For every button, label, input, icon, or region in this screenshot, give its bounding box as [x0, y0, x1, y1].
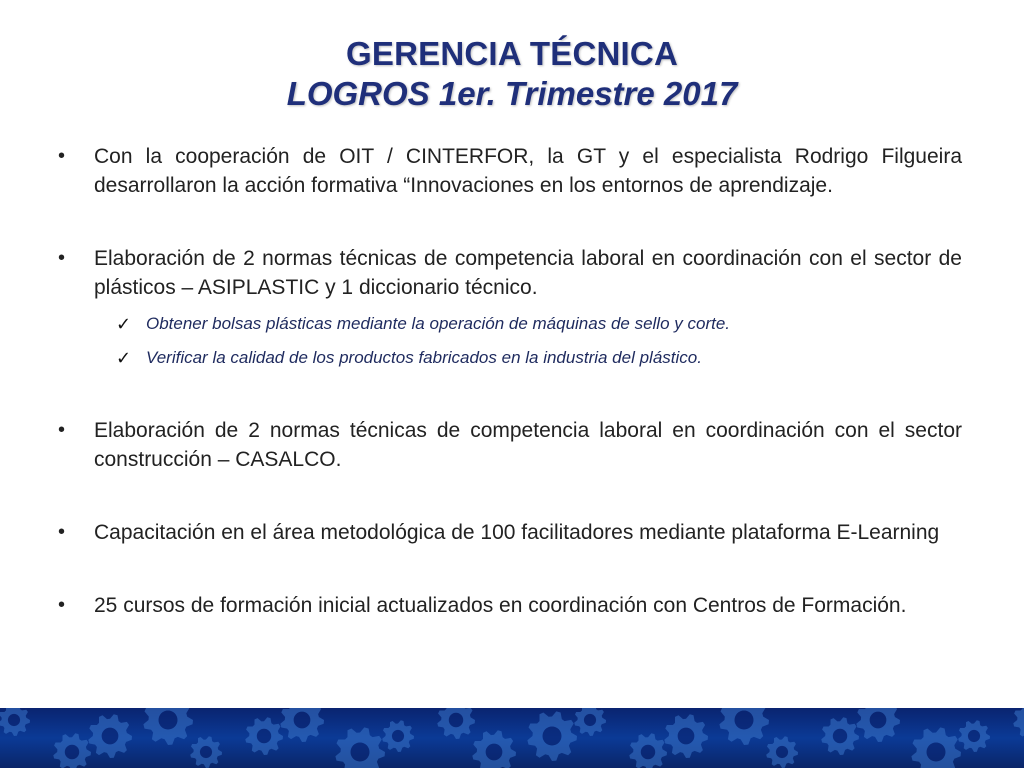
gear-icon [190, 736, 222, 768]
checkmark-icon: ✓ [116, 348, 132, 368]
gear-icon [1013, 708, 1024, 739]
gear-icon [527, 711, 577, 761]
bullet-text: Con la cooperación de OIT / CINTERFOR, la GT y el especialista Rodrigo Filgueira desarrollaron la acción formativa “Innovaciones en los entornos de aprendizaje. [94, 145, 962, 197]
gear-icon [719, 708, 769, 745]
bullet-item [56, 142, 962, 200]
gear-pattern [0, 708, 1024, 768]
gear-icon [911, 727, 961, 768]
gear-icon [245, 717, 283, 755]
gear-icon [856, 708, 900, 742]
slide-title-line1: GERENCIA TÉCNICA [346, 35, 678, 72]
bullet-text: Elaboración de 2 normas técnicas de competencia laboral en coordinación con el sector construcción – CASALCO. [94, 419, 962, 471]
sub-item [56, 310, 962, 338]
bullet-item [56, 416, 962, 474]
gear-icon [335, 727, 385, 768]
gear-icon [88, 714, 132, 758]
bullet-item [56, 591, 962, 620]
bullet-item [56, 244, 962, 302]
bullet-dot: • [58, 521, 66, 543]
gear-icon [280, 708, 324, 742]
bullet-dot: • [58, 419, 66, 441]
sub-item-text: Verificar la calidad de los productos fabricados en la industria del plástico. [146, 348, 702, 367]
gear-icon [766, 736, 798, 768]
sub-item [56, 344, 962, 372]
bullet-text: Elaboración de 2 normas técnicas de competencia laboral en coordinación con el sector de plásticos – ASIPLASTIC y 1 diccionario técnico. [94, 247, 962, 299]
bullet-dot: • [58, 594, 66, 616]
gear-icon [0, 708, 30, 736]
gear-icon [629, 733, 667, 768]
gear-icon [958, 720, 990, 752]
bullet-dot: • [58, 247, 66, 269]
gear-icon [472, 730, 516, 768]
gear-icon [821, 717, 859, 755]
footer-band [0, 708, 1024, 768]
gear-icon [53, 733, 91, 768]
checkmark-icon: ✓ [116, 314, 132, 334]
gear-icon [664, 714, 708, 758]
gear-icon [143, 708, 193, 745]
bullet-text: 25 cursos de formación inicial actualizados en coordinación con Centros de Formación. [94, 594, 907, 617]
sub-item-text: Obtener bolsas plásticas mediante la operación de máquinas de sello y corte. [146, 314, 731, 333]
bullet-dot: • [58, 145, 66, 167]
bullet-list [56, 142, 962, 620]
gear-icon [382, 720, 414, 752]
gear-icon [574, 708, 606, 736]
slide-subtitle: LOGROS 1er. Trimestre 2017 [286, 75, 738, 112]
bullet-item [56, 518, 962, 547]
gear-icon [437, 708, 475, 739]
bullet-text: Capacitación en el área metodológica de 100 facilitadores mediante plataforma E-Learning [94, 521, 940, 544]
slide-title [0, 34, 1024, 114]
